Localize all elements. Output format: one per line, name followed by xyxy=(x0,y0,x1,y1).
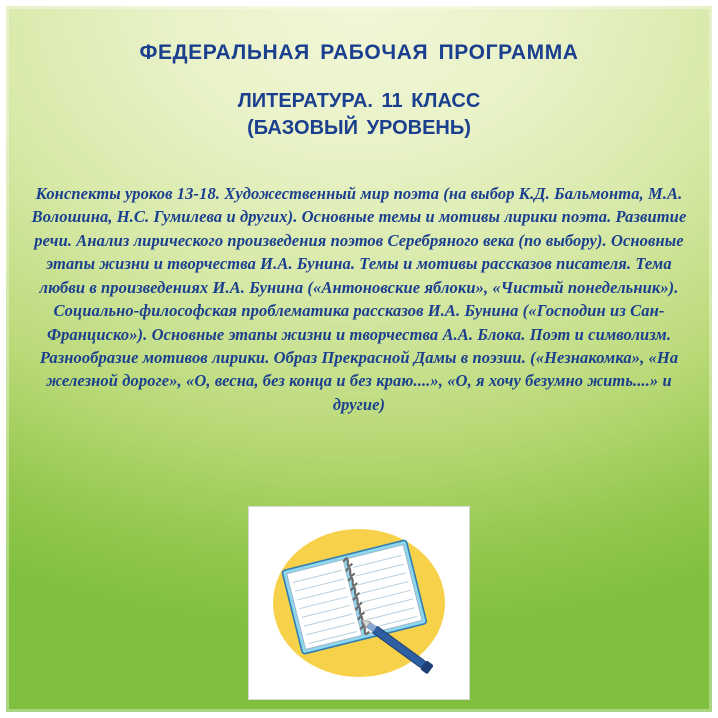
notebook-and-pen-illustration xyxy=(248,506,470,700)
page-subtitle xyxy=(6,88,712,142)
body-block xyxy=(24,182,694,416)
page-subtitle-line-2: (БАЗОВЫЙ УРОВЕНЬ) xyxy=(247,117,471,140)
page-subtitle-line-1: ЛИТЕРАТУРА. 11 КЛАСС xyxy=(237,90,481,113)
title-block xyxy=(6,40,712,142)
lesson-summary-text: Конспекты уроков 13-18. Художественный мир поэта (на выбор К.Д. Бальмонта, М.А. Волошина, Н.С. Гумилева и других). Основные темы и мотивы лирики поэта. Развитие речи. Анализ лирического произведения поэтов Серебряного века (по выбору). Основные этапы жизни и творчества И.А. Бунина. Темы и мотивы рассказов писателя. Тема любви в произведениях И.А. Бунина («Антоновские яблоки», «Чистый понедельник»). Социально-философская проблематика рассказов И.А. Бунина («Господин из Сан-Франциско»). Основные этапы жизни и творчества А.А. Блока. Поэт и символизм. Разнообразие мотивов лирики. Образ Прекрасной Дамы в поэзии. («Незнакомка», «На железной дороге», «О, весна, без конца и без краю....», «О, я хочу безумно жить....» и другие) xyxy=(31,184,687,414)
page-title: ФЕДЕРАЛЬНАЯ РАБОЧАЯ ПРОГРАММА xyxy=(139,41,579,64)
